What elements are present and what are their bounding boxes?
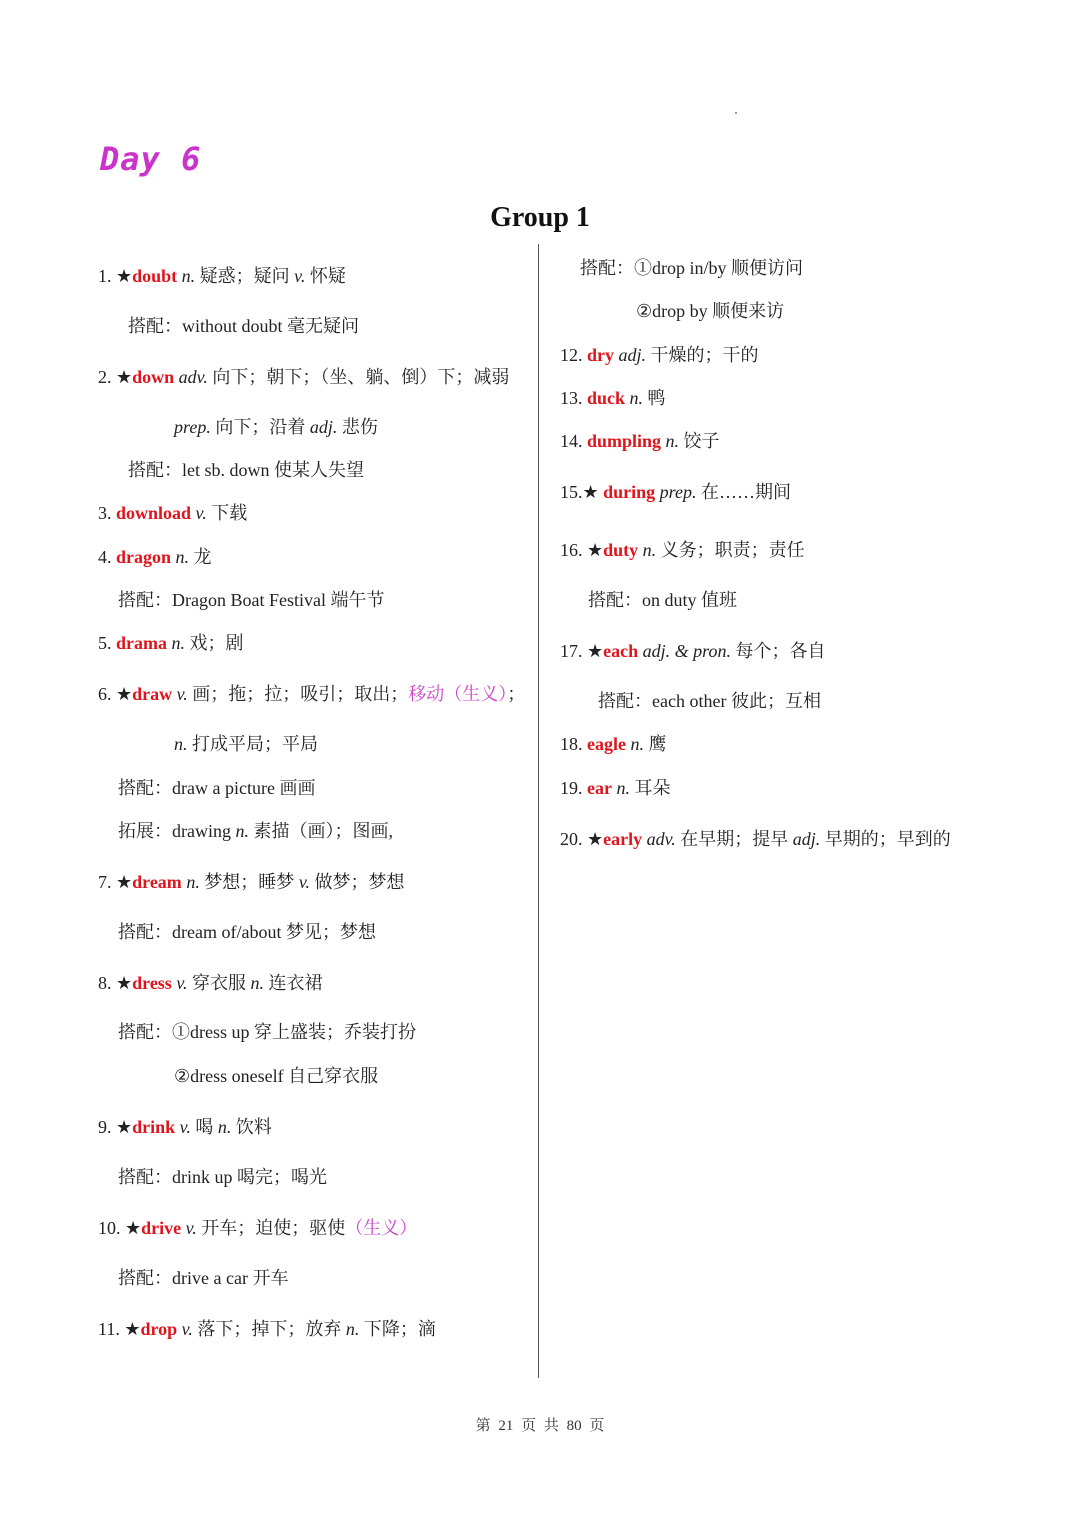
star-icon: ★: [582, 482, 604, 502]
entry-down: [98, 366, 509, 388]
collocation-label: 搭配：: [588, 590, 642, 610]
vocab-word: during: [603, 482, 656, 502]
collocation-draw: [118, 777, 315, 799]
collocation-dream: [118, 921, 376, 943]
vocab-word: dry: [587, 345, 614, 365]
extended-meaning: （生义）: [345, 1218, 418, 1238]
definition: 鸭: [643, 388, 666, 408]
group-heading: Group 1: [490, 202, 590, 233]
stray-dot: [735, 112, 737, 114]
vocab-word: dream: [132, 872, 182, 892]
vocab-word: drive: [141, 1218, 182, 1238]
entry-number: 5.: [98, 633, 116, 653]
entry-drop: [98, 1318, 436, 1340]
definition: 落下；掉下；放弃: [192, 1319, 346, 1339]
definition: 在早期；提早: [675, 829, 793, 849]
pos: n.: [611, 778, 630, 798]
star-icon: ★: [124, 1319, 141, 1339]
definition: 早期的；早到的: [820, 829, 951, 849]
pos: adj. & pron.: [638, 641, 731, 661]
entry-duty: [560, 539, 805, 561]
collocation-label: 搭配：: [580, 258, 634, 278]
vocab-word: down: [132, 367, 175, 387]
entry-drink: [98, 1116, 272, 1138]
pos: v.: [181, 1218, 197, 1238]
day-heading: Day 6: [100, 140, 202, 178]
pos: n.: [171, 547, 190, 567]
definition: 饮料: [231, 1117, 272, 1137]
star-icon: ★: [116, 1117, 133, 1137]
vocab-word: duty: [603, 540, 639, 560]
star-icon: ★: [587, 540, 604, 560]
definition: 向下；沿着: [210, 417, 310, 437]
pos: v.: [171, 973, 188, 993]
collocation-text: ②drop by 顺便来访: [636, 301, 785, 321]
vocab-word: eagle: [587, 734, 626, 754]
pos: n.: [181, 872, 200, 892]
entry-number: 1.: [98, 266, 116, 286]
pos: n.: [177, 266, 196, 286]
pos: v.: [298, 872, 310, 892]
definition: 向下；朝下；（坐、躺、倒）下；减弱: [207, 367, 510, 387]
vocab-word: drop: [140, 1319, 178, 1339]
collocation-text: ①dress up 穿上盛装；乔装打扮: [172, 1022, 416, 1042]
entry-number: 2.: [98, 367, 116, 387]
pos: adj.: [614, 345, 647, 365]
entry-drama: [98, 632, 244, 654]
entry-number: 10.: [98, 1218, 125, 1238]
punctuation: ；: [507, 684, 526, 704]
vocab-word: dumpling: [587, 431, 662, 451]
definition: 饺子: [679, 431, 720, 451]
pos: n.: [167, 633, 185, 653]
entry-ear: [560, 777, 670, 799]
vocab-word: doubt: [132, 266, 178, 286]
entry-number: 20.: [560, 829, 587, 849]
entry-download: [98, 502, 247, 524]
collocation-drop: [580, 257, 803, 279]
collocation-dress-2: [174, 1065, 378, 1087]
definition: 下降；滴: [359, 1319, 436, 1339]
definition: 龙: [189, 547, 212, 567]
pos: v.: [175, 1117, 191, 1137]
collocation-dragon: [118, 589, 384, 611]
star-icon: ★: [116, 973, 133, 993]
vocab-word: drink: [132, 1117, 176, 1137]
pos: prep.: [655, 482, 697, 502]
entry-number: 9.: [98, 1117, 116, 1137]
definition: 干燥的；干的: [646, 345, 759, 365]
entry-number: 17.: [560, 641, 587, 661]
entry-draw: [98, 683, 525, 705]
entry-dream: [98, 871, 404, 893]
collocation-text: drive a car 开车: [172, 1268, 289, 1288]
definition: 义务；职责；责任: [656, 540, 805, 560]
collocation-drink: [118, 1166, 327, 1188]
pos: n.: [625, 388, 644, 408]
entry-down-cont: [174, 416, 378, 438]
collocation-down: [128, 459, 364, 481]
collocation-doubt: [128, 315, 359, 337]
definition: 开车；迫使；驱使: [196, 1218, 346, 1238]
collocation-each: [598, 690, 821, 712]
pos: n.: [345, 1319, 360, 1339]
extension-draw: [118, 820, 393, 842]
star-icon: ★: [125, 1218, 142, 1238]
entry-dragon: [98, 546, 212, 568]
collocation-label: 搭配：: [118, 922, 172, 942]
collocation-text: draw a picture 画画: [172, 778, 316, 798]
entry-number: 15.: [560, 482, 583, 502]
collocation-text: on duty 值班: [642, 590, 738, 610]
pos: n.: [625, 734, 644, 754]
entry-dumpling: [560, 430, 720, 452]
vocab-word: dress: [132, 973, 172, 993]
entry-eagle: [560, 733, 666, 755]
collocation-text: without doubt 毫无疑问: [182, 316, 360, 336]
star-icon: ★: [116, 266, 133, 286]
definition: 打成平局；平局: [187, 734, 318, 754]
entry-number: 3.: [98, 503, 116, 523]
entry-doubt: [98, 265, 346, 287]
definition: 悲伤: [337, 417, 378, 437]
collocation-label: 搭配：: [118, 590, 172, 610]
vocab-word: each: [603, 641, 639, 661]
pos: n.: [235, 821, 249, 841]
collocation-text: ②dress oneself 自己穿衣服: [174, 1066, 379, 1086]
definition: 喝: [190, 1117, 218, 1137]
vocab-word: download: [116, 503, 192, 523]
definition: 疑惑；疑问: [195, 266, 295, 286]
pos: n.: [250, 973, 264, 993]
collocation-label: 搭配：: [598, 691, 652, 711]
entry-number: 16.: [560, 540, 587, 560]
definition: 做梦；梦想: [309, 872, 405, 892]
collocation-label: 搭配：: [118, 1268, 172, 1288]
entry-number: 19.: [560, 778, 587, 798]
collocation-duty: [588, 589, 737, 611]
definition: 画；拖；拉；吸引；取出；: [187, 684, 409, 704]
collocation-label: 搭配：: [128, 316, 182, 336]
pos: n.: [661, 431, 680, 451]
collocation-text: ①drop in/by 顺便访问: [634, 258, 803, 278]
entry-drive: [98, 1217, 417, 1239]
pos: n.: [217, 1117, 232, 1137]
extended-meaning: 移动（生义）: [408, 684, 508, 704]
collocation-text: Dragon Boat Festival 端午节: [172, 590, 385, 610]
collocation-drive: [118, 1267, 288, 1289]
vocab-word: duck: [587, 388, 626, 408]
star-icon: ★: [116, 684, 133, 704]
entry-number: 8.: [98, 973, 116, 993]
entry-dry: [560, 344, 759, 366]
definition: 梦想；睡梦: [199, 872, 299, 892]
pos: n.: [638, 540, 657, 560]
vocab-word: drama: [116, 633, 167, 653]
definition: 在……期间: [696, 482, 791, 502]
pos: n.: [174, 734, 188, 754]
definition: 鹰: [643, 734, 667, 754]
entry-early: [560, 828, 951, 850]
entry-during: [560, 481, 791, 503]
definition: 耳朵: [629, 778, 671, 798]
entry-number: 4.: [98, 547, 116, 567]
definition: 戏；剧: [185, 633, 244, 653]
star-icon: ★: [587, 829, 604, 849]
entry-dress: [98, 972, 322, 994]
extension-text: drawing: [172, 821, 236, 841]
pos: v.: [294, 266, 306, 286]
collocation-text: drink up 喝完；喝光: [172, 1167, 327, 1187]
star-icon: ★: [116, 872, 133, 892]
pos: adv.: [642, 829, 676, 849]
entry-number: 14.: [560, 431, 587, 451]
collocation-dress: [118, 1021, 416, 1043]
definition: 穿衣服: [187, 973, 251, 993]
pos: v.: [191, 503, 207, 523]
pos: v.: [177, 1319, 193, 1339]
pos: adv.: [174, 367, 208, 387]
definition: 怀疑: [305, 266, 346, 286]
pos: v.: [172, 684, 188, 704]
page-footer: 第 21 页 共 80 页: [475, 1418, 605, 1434]
definition: 连衣裙: [263, 973, 323, 993]
vocab-word: dragon: [116, 547, 172, 567]
collocation-drop-2: [636, 300, 784, 322]
pos: adj.: [309, 417, 338, 437]
entry-duck: [560, 387, 666, 409]
vocab-word: draw: [132, 684, 173, 704]
entry-each: [560, 640, 825, 662]
collocation-label: 搭配：: [118, 1167, 172, 1187]
collocation-text: dream of/about 梦见；梦想: [172, 922, 376, 942]
column-divider: [538, 244, 539, 1378]
definition: 每个；各自: [730, 641, 826, 661]
entry-number: 12.: [560, 345, 587, 365]
extension-label: 拓展：: [118, 821, 172, 841]
collocation-label: 搭配：: [118, 1022, 172, 1042]
entry-draw-cont: [174, 733, 318, 755]
definition: 下载: [206, 503, 248, 523]
entry-number: 6.: [98, 684, 116, 704]
collocation-text: let sb. down 使某人失望: [182, 460, 364, 480]
vocab-word: early: [603, 829, 643, 849]
pos: prep.: [174, 417, 211, 437]
extension-text: 素描（画）；图画,: [248, 821, 393, 841]
entry-number: 11.: [98, 1319, 125, 1339]
entry-number: 18.: [560, 734, 587, 754]
pos: adj.: [792, 829, 821, 849]
entry-number: 13.: [560, 388, 587, 408]
collocation-label: 搭配：: [128, 460, 182, 480]
collocation-text: each other 彼此；互相: [652, 691, 821, 711]
collocation-label: 搭配：: [118, 778, 172, 798]
vocab-word: ear: [587, 778, 612, 798]
star-icon: ★: [116, 367, 133, 387]
star-icon: ★: [587, 641, 604, 661]
entry-number: 7.: [98, 872, 116, 892]
